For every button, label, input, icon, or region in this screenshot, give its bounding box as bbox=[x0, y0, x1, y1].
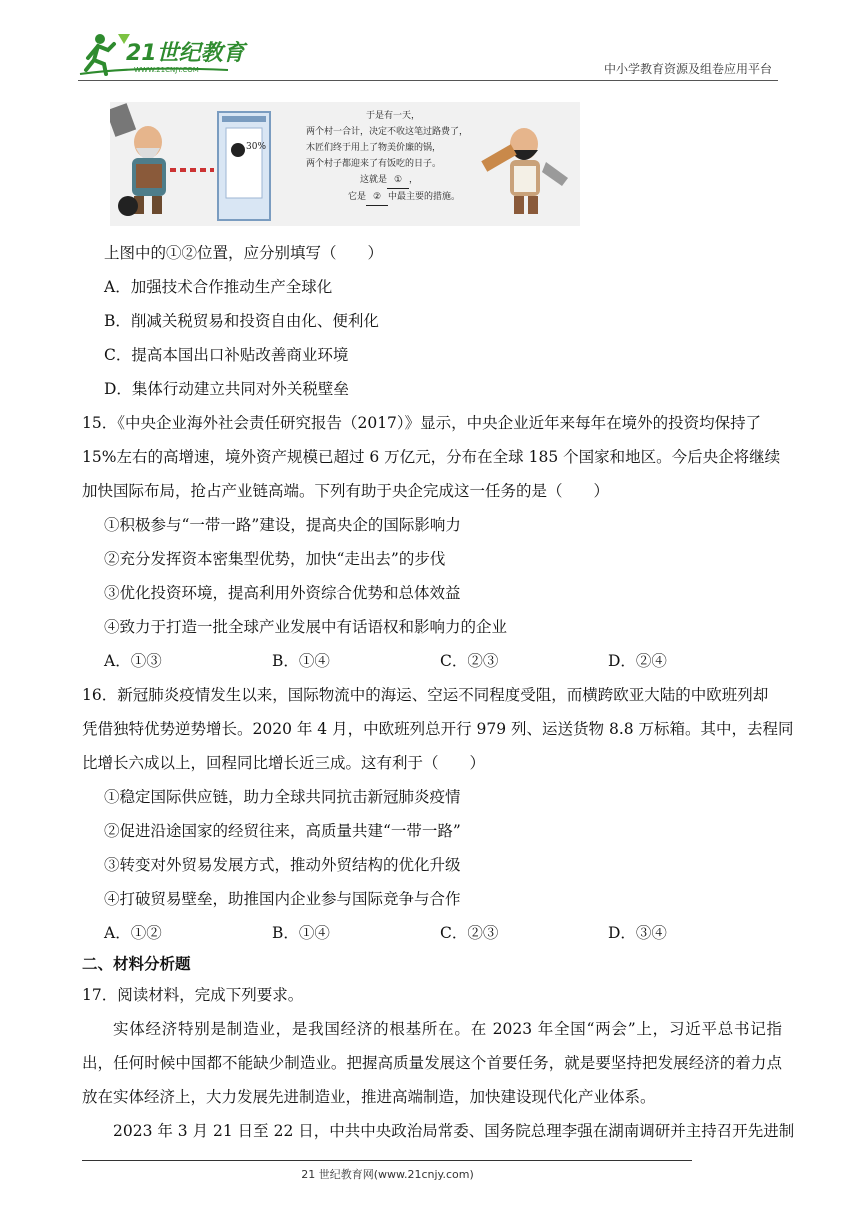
q14-stem: 上图中的①②位置，应分别填写（ ） bbox=[104, 244, 384, 262]
q16-option-d: D．③④ bbox=[608, 924, 667, 942]
q15-item: ①积极参与“一带一路”建设，提高央企的国际影响力 bbox=[104, 516, 461, 534]
q15-stem-line: 15%左右的高增速，境外资产规模已超过 6 万亿元，分布在全球 185 个国家和地区。今后央企将继续 bbox=[82, 448, 781, 466]
q16-item: ①稳定国际供应链，助力全球共同抗击新冠肺炎疫情 bbox=[104, 788, 461, 806]
q14-option-d: D．集体行动建立共同对外关税壁垒 bbox=[104, 380, 349, 398]
q15-option-d: D．②④ bbox=[608, 652, 667, 670]
q16-stem-line: 16．新冠肺炎疫情发生以来，国际物流中的海运、空运不同程度受阻，而横跨欧亚大陆的中欧班列却 bbox=[82, 686, 769, 704]
q15-option-a: A．①③ bbox=[104, 652, 162, 670]
caption-prefix: 这就是 bbox=[360, 175, 388, 185]
page-footer: 21 世纪教育网(www.21cnjy.com) bbox=[301, 1168, 474, 1181]
hammer-icon bbox=[110, 103, 136, 137]
caption-line bbox=[306, 172, 506, 189]
caption-prefix: 它是 bbox=[348, 192, 367, 202]
caption-line bbox=[306, 189, 506, 206]
caption-blank-2: ② bbox=[366, 189, 388, 206]
platform-name: 中小学教育资源及组卷应用平台 bbox=[603, 62, 772, 76]
header-divider bbox=[78, 80, 778, 81]
q15-item: ③优化投资环境，提高利用外资综合优势和总体效益 bbox=[104, 584, 461, 602]
q15-stem-line: 15．《中央企业海外社会责任研究报告（2017）》显示，中央企业近年来每年在境外的投资均保持了 bbox=[82, 414, 762, 432]
q16-options bbox=[82, 916, 782, 950]
caption-suffix: 中最主要的措施。 bbox=[388, 192, 461, 202]
q15-options bbox=[82, 644, 782, 678]
logo-url: WWW.21CNJY.COM bbox=[134, 66, 199, 74]
q16-option-b: B．①④ bbox=[272, 924, 330, 942]
runner-logo-icon bbox=[78, 30, 248, 78]
tariff-percent-label: 30% bbox=[246, 142, 267, 152]
q15-option-c: C．②③ bbox=[440, 652, 499, 670]
caption-line: 两个村一合计，决定不收这笔过路费了， bbox=[306, 127, 469, 137]
q14-option-a: A．加强技术合作推动生产全球化 bbox=[104, 278, 333, 296]
question-content bbox=[82, 236, 795, 1148]
footer-divider bbox=[82, 1160, 692, 1161]
q15-item: ④致力于打造一批全球产业发展中有话语权和影响力的企业 bbox=[104, 618, 508, 636]
q16-item: ③转变对外贸易发展方式，推动外贸结构的优化升级 bbox=[104, 856, 461, 874]
section-title: 二、材料分析题 bbox=[82, 955, 191, 973]
q15-stem-line: 加快国际布局，抢占产业链高端。下列有助于央企完成这一任务的是（ ） bbox=[82, 482, 610, 500]
caption-line: 两个村子都迎来了有饭吃的日子。 bbox=[306, 159, 442, 169]
caption-blank-1: ① bbox=[387, 172, 409, 189]
q16-option-c: C．②③ bbox=[440, 924, 499, 942]
saw-icon bbox=[542, 162, 568, 186]
q16-stem-line: 凭借独特优势逆势增长。2020 年 4 月，中欧班列总开行 979 列、运送货物 8.8 万标箱。其中，去程同 bbox=[82, 720, 794, 738]
q16-stem-line: 比增长六成以上，回程同比增长近三成。这有利于（ ） bbox=[82, 754, 486, 772]
caption-line: 木匠们终于用上了物美价廉的锅， bbox=[306, 143, 442, 153]
q14-option-c: C．提高本国出口补贴改善商业环境 bbox=[104, 346, 349, 364]
q16-item: ②促进沿途国家的经贸往来，高质量共建“一带一路” bbox=[104, 822, 461, 840]
q14-option-b: B．削减关税贸易和投资自由化、便利化 bbox=[104, 312, 379, 330]
q17-paragraph-2: 2023 年 3 月 21 日至 22 日，中共中央政治局常委、国务院总理李强在湖南调研并主持召开先进制 bbox=[113, 1122, 795, 1140]
caption-suffix: ， bbox=[409, 175, 419, 185]
q16-option-a: A．①② bbox=[104, 924, 162, 942]
page-header bbox=[78, 30, 778, 82]
cartoon-caption bbox=[306, 108, 506, 206]
site-logo bbox=[78, 30, 248, 78]
q16-item: ④打破贸易壁垒，助推国内企业参与国际竞争与合作 bbox=[104, 890, 461, 908]
logo-text: 21世纪教育 bbox=[126, 41, 245, 66]
q15-item: ②充分发挥资本密集型优势，加快“走出去”的步伐 bbox=[104, 550, 446, 568]
q17-stem: 17．阅读材料，完成下列要求。 bbox=[82, 986, 304, 1004]
bomb-icon bbox=[118, 196, 138, 216]
caption-line: 于是有一天， bbox=[366, 111, 421, 121]
q15-option-b: B．①④ bbox=[272, 652, 330, 670]
q17-paragraph-1: 实体经济特别是制造业，是我国经济的根基所在。在 2023 年全国“两会”上，习近平总书记指出，任何时候中国都不能缺少制造业。把握高质量发展这个首要任务，就是要坚持把发展经济的着力点放在实体经济上，大力发展先进制造业，推进高端制造，加快建设现代化产业体系。 bbox=[82, 1020, 782, 1106]
cartoon-figure bbox=[110, 102, 580, 226]
